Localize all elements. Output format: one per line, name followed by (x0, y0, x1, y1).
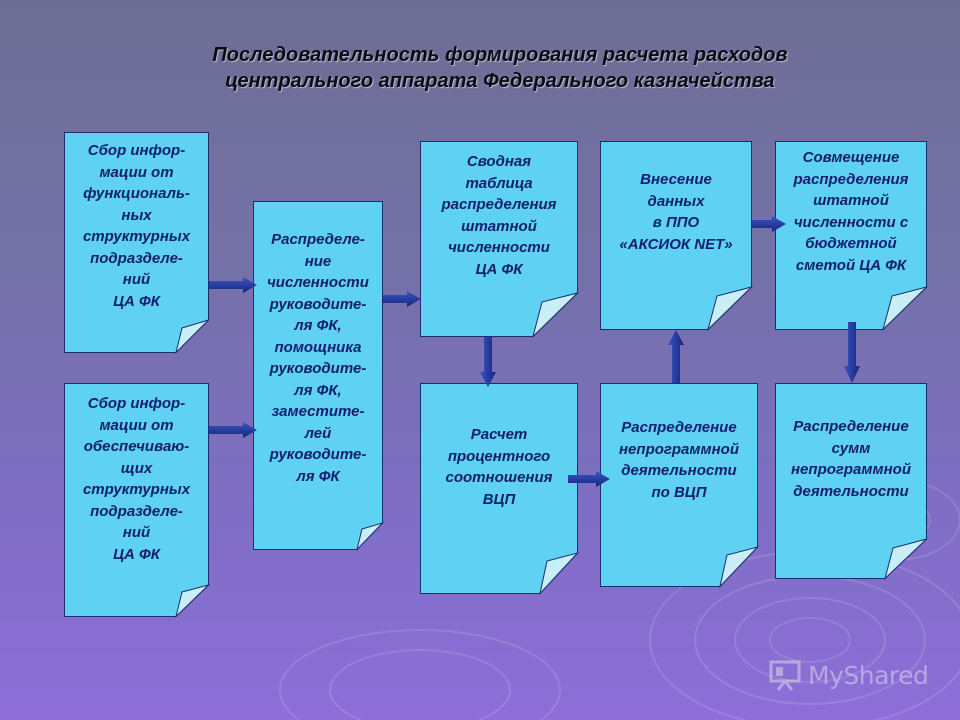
box-line: численности (267, 274, 369, 291)
box-line: структурных (82, 481, 191, 498)
box-line: обеспечиваю- (83, 438, 190, 455)
box-data-entry (600, 141, 752, 330)
box-line: Сбор инфор- (87, 142, 186, 159)
box-line: в ППО (652, 214, 700, 231)
box-line: функциональ- (83, 185, 190, 202)
box-line: ных (121, 206, 152, 224)
box-line: руководите- (269, 360, 367, 377)
box-sum-distribution (775, 383, 927, 579)
watermark-logo (768, 656, 938, 694)
box-line: Совмещение (802, 149, 900, 166)
box-line: Распределе- (271, 231, 365, 248)
box-line: Внесение (640, 171, 712, 188)
box-line: ля ФК (296, 467, 340, 485)
box-line: помощника (274, 338, 362, 356)
box-combine-budget (775, 141, 927, 330)
box-line: штатной (813, 192, 889, 209)
box-line: штатной (461, 217, 537, 235)
box-line: структурных (82, 228, 191, 245)
box-line: ний (122, 524, 151, 541)
slide-title (60, 42, 940, 94)
box-line: Сбор инфор- (87, 395, 186, 412)
box-line: процентного (447, 447, 551, 465)
box-line: непрограммной (791, 461, 911, 478)
box-line: ВЦП (482, 490, 516, 508)
title-line: Последовательность формирования расчета расходов (212, 44, 788, 66)
box-line: численности (448, 239, 550, 256)
box-line: деятельности (621, 462, 737, 479)
box-line: Сводная (466, 153, 532, 170)
box-line: сумм (831, 439, 871, 457)
presentation-board-icon (768, 658, 802, 692)
box-line: сметой ЦА ФК (795, 256, 907, 274)
box-text (253, 229, 383, 487)
box-line: Распределение (621, 419, 737, 436)
box-line: мации от (99, 163, 174, 181)
box-line: лей (304, 424, 332, 442)
box-line: руководите- (269, 446, 367, 463)
box-text (775, 147, 927, 276)
box-line: Расчет (470, 426, 528, 443)
box-line: ЦА ФК (475, 260, 523, 278)
box-collect-supporting (64, 383, 209, 617)
box-line: щих (120, 459, 153, 477)
title-line: центрального аппарата Федерального казначейства (225, 70, 775, 92)
box-line: ний (122, 271, 151, 288)
box-text (64, 140, 209, 312)
box-line: Распределение (793, 418, 909, 435)
box-line: распределения (793, 170, 909, 188)
box-line: непрограммной (619, 440, 739, 458)
box-line: мации от (99, 416, 174, 434)
box-distribution-headcount (253, 201, 383, 550)
box-line: ля ФК, (294, 317, 342, 334)
box-collect-functional (64, 132, 209, 353)
box-line: подразделе- (90, 249, 183, 267)
box-line: численности с (793, 213, 909, 231)
box-line: данных (647, 192, 705, 210)
box-line: руководите- (269, 295, 367, 313)
box-text (600, 169, 752, 255)
box-line: заместите- (271, 403, 365, 420)
box-line: по ВЦП (651, 483, 707, 501)
box-text (420, 424, 578, 510)
box-text (600, 417, 758, 503)
box-line: ля ФК, (294, 381, 342, 399)
box-line: бюджетной (805, 235, 897, 252)
box-line: деятельности (793, 482, 909, 500)
box-line: ЦА ФК (113, 292, 160, 310)
box-summary-table (420, 141, 578, 337)
box-line: таблица (465, 174, 533, 192)
box-nonprogram-distribution (600, 383, 758, 587)
box-line: ЦА ФК (113, 545, 160, 563)
box-text (420, 151, 578, 280)
box-line: «АКСИОК NET» (619, 235, 733, 253)
box-percent-calc (420, 383, 578, 594)
watermark-text: MyShared (808, 660, 929, 690)
box-text (64, 393, 209, 565)
box-line: распределения (441, 196, 557, 213)
box-line: ние (304, 252, 332, 270)
box-text (775, 416, 927, 502)
box-line: соотношения (445, 469, 553, 486)
box-line: подразделе- (90, 502, 183, 520)
